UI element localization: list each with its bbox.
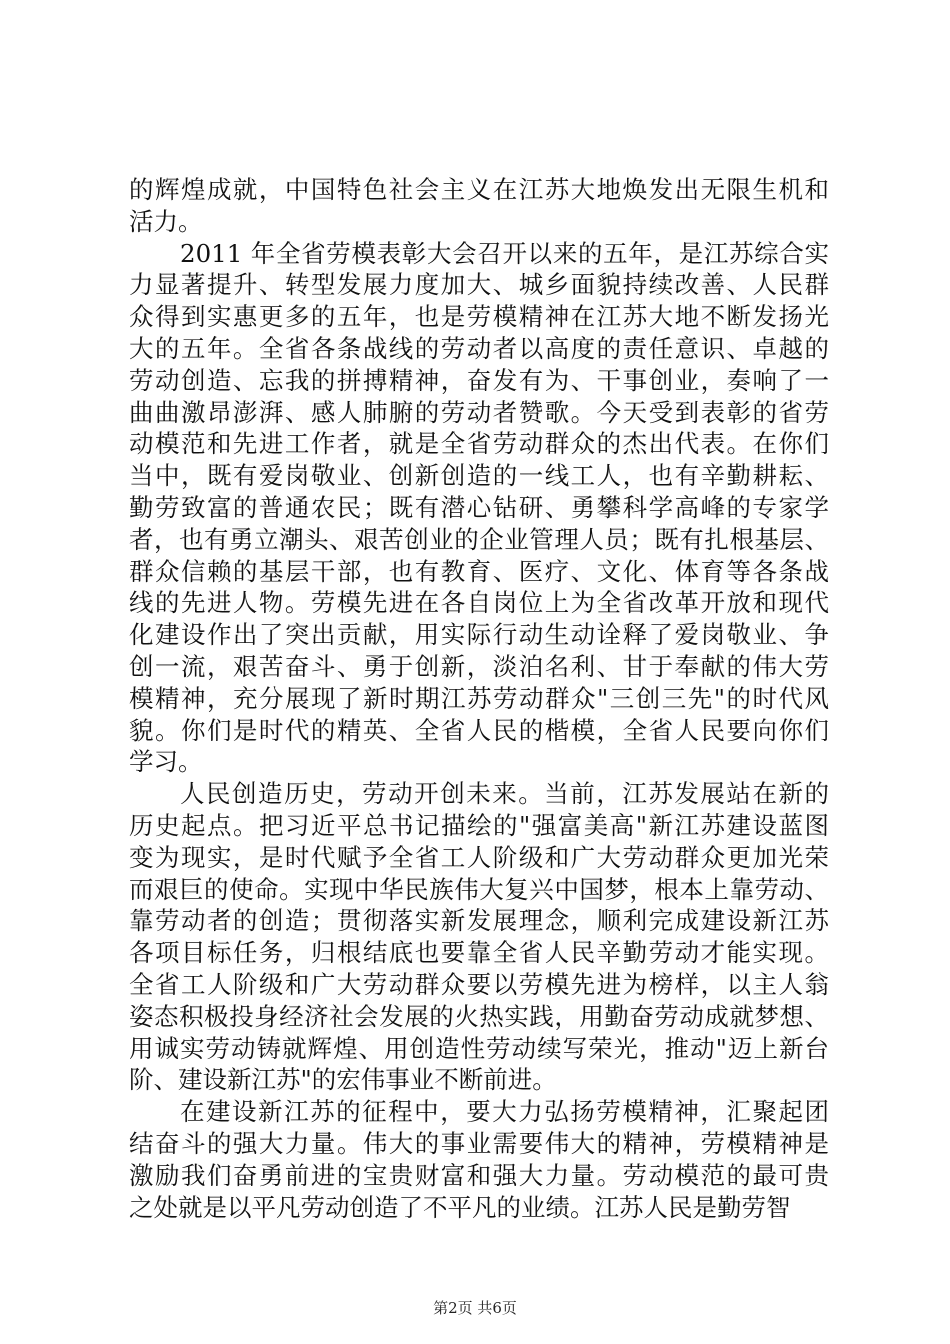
text-line: 创一流，艰苦奋斗、勇于创新，淡泊名利、甘于奉献的伟大劳 <box>129 651 829 681</box>
text-line: 全省工人阶级和广大劳动群众要以劳模先进为榜样，以主人翁 <box>129 969 829 999</box>
text-line: 靠劳动者的创造；贯彻落实新发展理念，顺利完成建设新江苏 <box>129 906 829 936</box>
text-line: 者，也有勇立潮头、艰苦创业的企业管理人员；既有扎根基层、 <box>129 524 829 554</box>
text-line: 人民创造历史，劳动开创未来。当前，江苏发展站在新的 <box>180 779 829 809</box>
paragraph <box>129 238 829 779</box>
text-line: 曲曲激昂澎湃、感人肺腑的劳动者赞歌。今天受到表彰的省劳 <box>129 397 829 427</box>
text-line: 貌。你们是时代的精英、全省人民的楷模，全省人民要向你们 <box>129 715 829 745</box>
text-line: 勤劳致富的普通农民；既有潜心钻研、勇攀科学高峰的专家学 <box>129 492 829 522</box>
text-line: 之处就是以平凡劳动创造了不平凡的业绩。江苏人民是勤劳智 <box>129 1192 791 1222</box>
page-footer <box>0 1297 950 1318</box>
text-line: 群众信赖的基层干部，也有教育、医疗、文化、体育等各条战 <box>129 556 829 586</box>
text-line: 用诚实劳动铸就辉煌、用创造性劳动续写荣光，推动"迈上新台 <box>129 1033 829 1063</box>
text-line: 的辉煌成就，中国特色社会主义在江苏大地焕发出无限生机和 <box>129 175 829 204</box>
text-line: 劳动创造、忘我的拼搏精神，奋发有为、干事创业，奏响了一 <box>129 365 829 395</box>
text-line: 姿态积极投身经济社会发展的火热实践，用勤奋劳动成就梦想、 <box>129 1001 829 1031</box>
text-line: 动模范和先进工作者，就是全省劳动群众的杰出代表。在你们 <box>129 429 829 459</box>
text-line: 学习。 <box>129 747 203 777</box>
text-line: 力显著提升、转型发展力度加大、城乡面貌持续改善、人民群 <box>129 270 829 300</box>
text-line: 活力。 <box>129 206 203 236</box>
document-body <box>129 174 829 1223</box>
text-line: 线的先进人物。劳模先进在各自岗位上为全省改革开放和现代 <box>129 588 829 618</box>
text-line: 历史起点。把习近平总书记描绘的"强富美高"新江苏建设蓝图 <box>129 810 829 840</box>
text-line: 结奋斗的强大力量。伟大的事业需要伟大的精神，劳模精神是 <box>129 1128 829 1158</box>
text-line: 化建设作出了突出贡献，用实际行动生动诠释了爱岗敬业、争 <box>129 620 829 650</box>
paragraph <box>129 778 829 1096</box>
text-line: 变为现实，是时代赋予全省工人阶级和广大劳动群众更加光荣 <box>129 842 829 872</box>
text-line: 阶、建设新江苏"的宏伟事业不断前进。 <box>129 1065 557 1095</box>
text-line: 在建设新江苏的征程中，要大力弘扬劳模精神，汇聚起团 <box>180 1097 829 1127</box>
text-line: 模精神，充分展现了新时期江苏劳动群众"三创三先"的时代风 <box>129 683 829 713</box>
paragraph <box>129 1096 829 1223</box>
text-line: 激励我们奋勇前进的宝贵财富和强大力量。劳动模范的最可贵 <box>129 1160 829 1190</box>
text-line: 众得到实惠更多的五年，也是劳模精神在江苏大地不断发扬光 <box>129 302 829 332</box>
paragraph <box>129 174 829 238</box>
text-line: 2011 年全省劳模表彰大会召开以来的五年，是江苏综合实 <box>180 238 829 268</box>
text-line: 大的五年。全省各条战线的劳动者以高度的责任意识、卓越的 <box>129 333 829 363</box>
text-line: 而艰巨的使命。实现中华民族伟大复兴中国梦，根本上靠劳动、 <box>129 874 829 904</box>
text-line: 当中，既有爱岗敬业、创新创造的一线工人，也有辛勤耕耘、 <box>129 461 829 491</box>
text-line: 各项目标任务，归根结底也要靠全省人民辛勤劳动才能实现。 <box>129 938 829 968</box>
page-number: 第2页 共6页 <box>433 1299 517 1317</box>
